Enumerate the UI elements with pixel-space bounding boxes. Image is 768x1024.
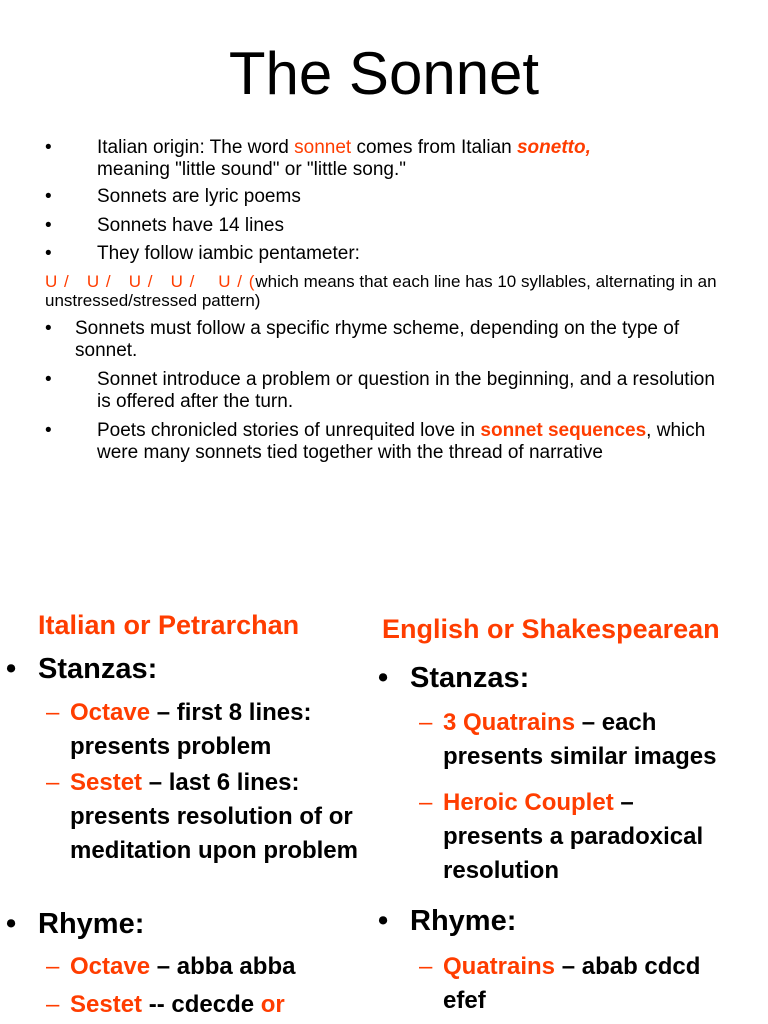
meter-pattern xyxy=(45,272,735,310)
bullet-rhyme-scheme xyxy=(45,318,735,362)
octave-term: Octave xyxy=(70,699,151,726)
lines-text: Sonnets have 14 lines xyxy=(97,215,284,236)
rhyme-sestet-or: or xyxy=(260,991,285,1018)
origin-text-pre: Italian origin: The word xyxy=(97,137,295,158)
bullet-dot: • xyxy=(378,662,389,694)
octave-desc: – first 8 lines: presents problem xyxy=(70,699,312,760)
quatrains-term: 3 Quatrains xyxy=(443,709,576,736)
italian-rhyme-octave xyxy=(46,950,370,984)
sestet-desc: – last 6 lines: presents resolution of or meditation upon problem xyxy=(70,769,358,864)
meter-marks: U / U / U / U / U / ( xyxy=(45,272,256,291)
rhyme-sestet-desc: -- cdecde xyxy=(142,991,261,1018)
italian-stanzas xyxy=(6,652,158,686)
english-rhyme-label: Rhyme: xyxy=(410,905,517,937)
slide-title: The Sonnet xyxy=(228,40,540,107)
dash: – xyxy=(46,699,60,726)
problem-text: Sonnet introduce a problem or question in the beginning, and a resolution is offered after the turn. xyxy=(97,369,715,412)
italian-rhyme-sestet xyxy=(46,988,370,1022)
bullet-dot: • xyxy=(45,318,52,339)
bullet-origin xyxy=(45,137,717,181)
bullet-problem xyxy=(45,369,717,413)
italian-stanzas-label: Stanzas: xyxy=(38,653,158,685)
sequences-text-post: , which were many sonnets tied together with the thread of narrative xyxy=(97,420,706,463)
sestet-term: Sestet xyxy=(70,769,143,796)
dash: – xyxy=(46,953,60,980)
dash: – xyxy=(419,953,433,980)
bullet-dot: • xyxy=(45,215,52,236)
bullet-dot: • xyxy=(45,137,52,158)
sonnet-sequences-term: sonnet sequences xyxy=(480,420,647,441)
dash: – xyxy=(46,991,60,1018)
rhyme-octave-term: Octave xyxy=(70,953,151,980)
quatrains-desc: – each presents similar images xyxy=(443,709,717,770)
sonetto-term: sonetto, xyxy=(516,137,591,158)
bullet-lyric xyxy=(45,186,717,208)
rhyme-quatrains-desc: – abab cdcd efef xyxy=(443,953,701,1014)
english-quatrains xyxy=(419,706,748,774)
rhyme-sestet-term: Sestet xyxy=(70,991,143,1018)
bullet-meter xyxy=(45,243,717,265)
rhyme-octave-desc: – abba abba xyxy=(150,953,296,980)
origin-text-mid: comes from Italian xyxy=(351,137,517,158)
bullet-dot: • xyxy=(6,653,17,685)
italian-rhyme-label: Rhyme: xyxy=(38,908,145,940)
sonnet-term: sonnet xyxy=(294,137,352,158)
dash: – xyxy=(46,769,60,796)
italian-sestet xyxy=(46,766,360,868)
couplet-term: Heroic Couplet xyxy=(443,789,614,816)
dash: – xyxy=(419,709,433,736)
italian-rhyme xyxy=(6,907,145,941)
english-stanzas xyxy=(378,661,530,695)
italian-heading: Italian or Petrarchan xyxy=(38,610,300,640)
rhyme-quatrains-term: Quatrains xyxy=(443,953,556,980)
meter-explanation: which means that each line has 10 syllables, alternating in an unstressed/stressed pattern) xyxy=(45,272,717,310)
meter-heading: They follow iambic pentameter: xyxy=(97,243,360,264)
english-couplet xyxy=(419,786,733,888)
dash: – xyxy=(419,789,433,816)
english-rhyme-quatrains xyxy=(419,950,743,1018)
english-heading: English or Shakespearean xyxy=(382,614,720,644)
rhyme-scheme-text: Sonnets must follow a specific rhyme scheme, depending on the type of sonnet. xyxy=(75,318,680,361)
bullet-sequences xyxy=(45,420,727,464)
lyric-text: Sonnets are lyric poems xyxy=(97,186,301,207)
bullet-dot: • xyxy=(45,369,52,390)
bullet-dot: • xyxy=(45,420,52,441)
bullet-dot: • xyxy=(45,186,52,207)
english-stanzas-label: Stanzas: xyxy=(410,662,530,694)
bullet-dot: • xyxy=(6,908,17,940)
bullet-lines xyxy=(45,215,717,237)
italian-octave xyxy=(46,696,360,764)
english-rhyme xyxy=(378,904,517,938)
bullet-dot: • xyxy=(45,243,52,264)
bullet-dot: • xyxy=(378,905,389,937)
sequences-text-pre: Poets chronicled stories of unrequited love in xyxy=(97,420,481,441)
origin-text-post: meaning "little sound" or "little song." xyxy=(97,159,406,180)
couplet-desc: – presents a paradoxical resolution xyxy=(443,789,704,884)
